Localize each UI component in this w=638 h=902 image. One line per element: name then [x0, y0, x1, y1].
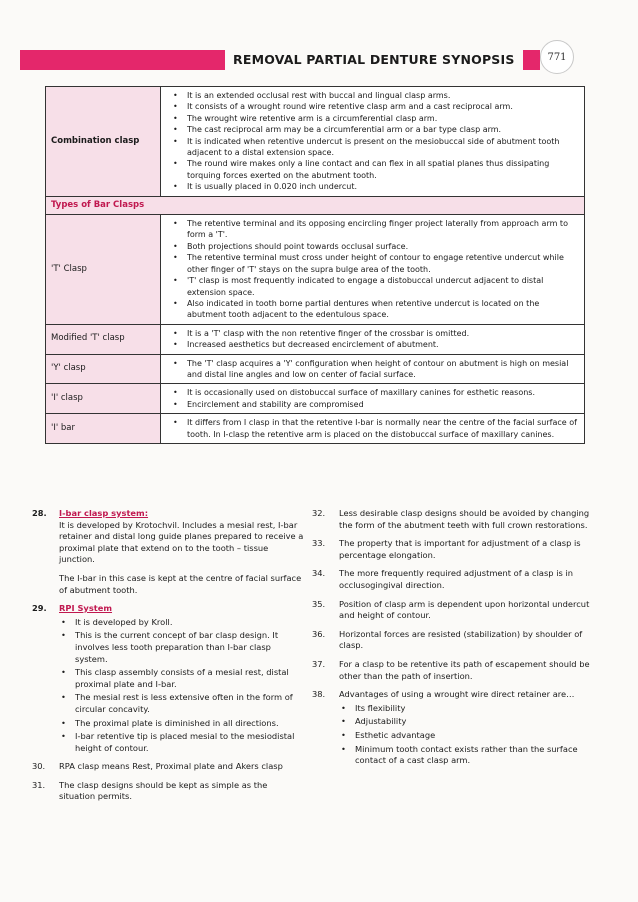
row-label: 'I' clasp	[46, 384, 161, 414]
item-paragraph: The I-bar in this case is kept at the centre of facial surface of abutment tooth.	[59, 572, 302, 595]
item-text: For a clasp to be retentive its path of escapement should be other than the path of insertion.	[339, 658, 590, 681]
clasp-table	[45, 86, 585, 444]
section-title: Types of Bar Clasps	[46, 196, 585, 214]
list-item: • Encirclement and stability are compromised	[171, 399, 578, 410]
item-text: Horizontal forces are resisted (stabilization) by shoulder of clasp.	[339, 628, 583, 651]
right-column	[312, 508, 590, 774]
list-item: • It is usually placed in 0.020 inch undercut.	[171, 181, 578, 192]
list-item: • Esthetic advantage	[339, 730, 590, 742]
list-item: • The wrought wire retentive arm is a circumferential clasp arm.	[171, 113, 578, 124]
list-item: • It is developed by Kroll.	[59, 617, 304, 629]
list-item: • It is a 'T' clasp with the non retentive finger of the crossbar is omitted.	[171, 328, 578, 339]
table-row	[46, 354, 585, 384]
numbered-item-37	[312, 659, 590, 682]
item-text: The clasp designs should be kept as simple as the situation permits.	[59, 779, 268, 802]
list-item: • Both projections should point towards occlusal surface.	[171, 241, 578, 252]
item-number: 37.	[312, 658, 326, 669]
item-number: 28.	[32, 508, 47, 518]
item-text: It is developed by Krotochvil. Includes a mesial rest, I-bar retainer and distal long guide planes prepared to receive a proximal plate that extend on to the tooth – tissue junction.	[59, 519, 304, 565]
row-label: 'Y' clasp	[46, 354, 161, 384]
table-section-row	[46, 196, 585, 214]
item-text: RPA clasp means Rest, Proximal plate and Akers clasp	[59, 761, 283, 772]
item-number: 32.	[312, 508, 326, 518]
list-item: • It differs from I clasp in that the retentive I-bar is normally near the centre of the facial surface of tooth. In I-clasp the retentive arm is placed on the distobuccal surface of maxillary canines.	[171, 417, 578, 440]
item-text: Position of clasp arm is dependent upon horizontal undercut and height of contour.	[339, 598, 590, 621]
list-item: • The mesial rest is less extensive often in the form of circular concavity.	[59, 692, 304, 715]
list-item: • This is the current concept of bar clasp design. It involves less tooth preparation than I-bar clasp system.	[59, 630, 304, 665]
row-label: 'I' bar	[46, 414, 161, 444]
row-description	[161, 324, 585, 354]
numbered-item-29	[32, 603, 304, 754]
item-heading: RPI System	[59, 603, 113, 614]
row-description	[161, 414, 585, 444]
item-number: 34.	[312, 568, 326, 579]
table-row	[46, 384, 585, 414]
list-item: • The proximal plate is diminished in all directions.	[59, 718, 304, 730]
item-number: 38.	[312, 689, 326, 700]
item-number: 36.	[312, 628, 326, 639]
numbered-item-32	[312, 508, 590, 531]
item-text: The more frequently required adjustment of a clasp is in occlusogingival direction.	[339, 568, 574, 590]
list-item: • It consists of a wrought round wire retentive clasp arm and a cast reciprocal arm.	[171, 101, 578, 112]
left-column	[32, 508, 304, 810]
row-description	[161, 215, 585, 325]
table-row	[46, 87, 585, 197]
list-item: • Its flexibility	[339, 703, 590, 715]
list-item: • It is indicated when retentive undercut is present on the mesiobuccal side of abutment tooth adjacent to a distal extension space.	[171, 136, 578, 159]
list-item: • I-bar retentive tip is placed mesial to the mesiodistal height of contour.	[59, 731, 304, 754]
numbered-item-38	[312, 689, 590, 767]
list-item: • The retentive terminal and its opposing encircling finger project laterally from approach arm to form a 'T'.	[171, 218, 578, 241]
row-description	[161, 87, 585, 197]
table-row	[46, 414, 585, 444]
item-number: 35.	[312, 598, 326, 609]
item-text: Advantages of using a wrought wire direct retainer are…	[339, 689, 575, 700]
numbered-item-31	[32, 780, 304, 803]
item-number: 33.	[312, 538, 326, 549]
row-label: 'T' Clasp	[46, 215, 161, 325]
item-number: 29.	[32, 603, 47, 614]
list-item: • It is occasionally used on distobuccal surface of maxillary canines for esthetic reasons.	[171, 387, 578, 398]
list-item: • Increased aesthetics but decreased encirclement of abutment.	[171, 339, 578, 350]
list-item: • 'T' clasp is most frequently indicated to engage a distobuccal undercut adjacent to distal extension space.	[171, 275, 578, 298]
page-number: 771	[540, 40, 574, 74]
item-number: 30.	[32, 761, 46, 772]
numbered-item-36	[312, 629, 590, 652]
list-item: • The retentive terminal must cross under height of contour to engage retentive undercut while other finger of 'T' stays on the supra bulge area of the tooth.	[171, 252, 578, 275]
row-description	[161, 354, 585, 384]
list-item: • This clasp assembly consists of a mesial rest, distal proximal plate and I-bar.	[59, 667, 304, 690]
table-row	[46, 215, 585, 325]
item-number: 31.	[32, 779, 46, 790]
list-item: • Adjustability	[339, 716, 590, 728]
row-label: Modified 'T' clasp	[46, 324, 161, 354]
list-item: • Minimum tooth contact exists rather than the surface contact of a cast clasp arm.	[339, 744, 590, 767]
item-text: The property that is important for adjustment of a clasp is percentage elongation.	[339, 538, 581, 560]
item-heading: I-bar clasp system:	[59, 508, 149, 518]
list-item: • Also indicated in tooth borne partial dentures when retentive undercut is located on the abutment tooth adjacent to the edentulous space.	[171, 298, 578, 321]
row-label: Combination clasp	[46, 87, 161, 197]
numbered-item-33	[312, 538, 590, 561]
row-description	[161, 384, 585, 414]
list-item: • The 'T' clasp acquires a 'Y' configuration when height of contour on abutment is high on mesial and distal line angles and low on center of facial surface.	[171, 358, 578, 381]
page-title: REMOVAL PARTIAL DENTURE SYNOPSIS	[225, 50, 523, 70]
table-row	[46, 324, 585, 354]
list-item: • It is an extended occlusal rest with buccal and lingual clasp arms.	[171, 90, 578, 101]
numbered-item-28	[32, 508, 304, 596]
list-item: • The round wire makes only a line contact and can flex in all spatial planes thus dissipating torquing forces exerted on the abutment tooth.	[171, 158, 578, 181]
list-item: • The cast reciprocal arm may be a circumferential arm or a bar type clasp arm.	[171, 124, 578, 135]
numbered-item-30	[32, 761, 304, 773]
item-text: Less desirable clasp designs should be avoided by changing the form of the abutment teeth with full crown restorations.	[339, 508, 590, 530]
numbered-item-34	[312, 568, 590, 591]
numbered-item-35	[312, 599, 590, 622]
